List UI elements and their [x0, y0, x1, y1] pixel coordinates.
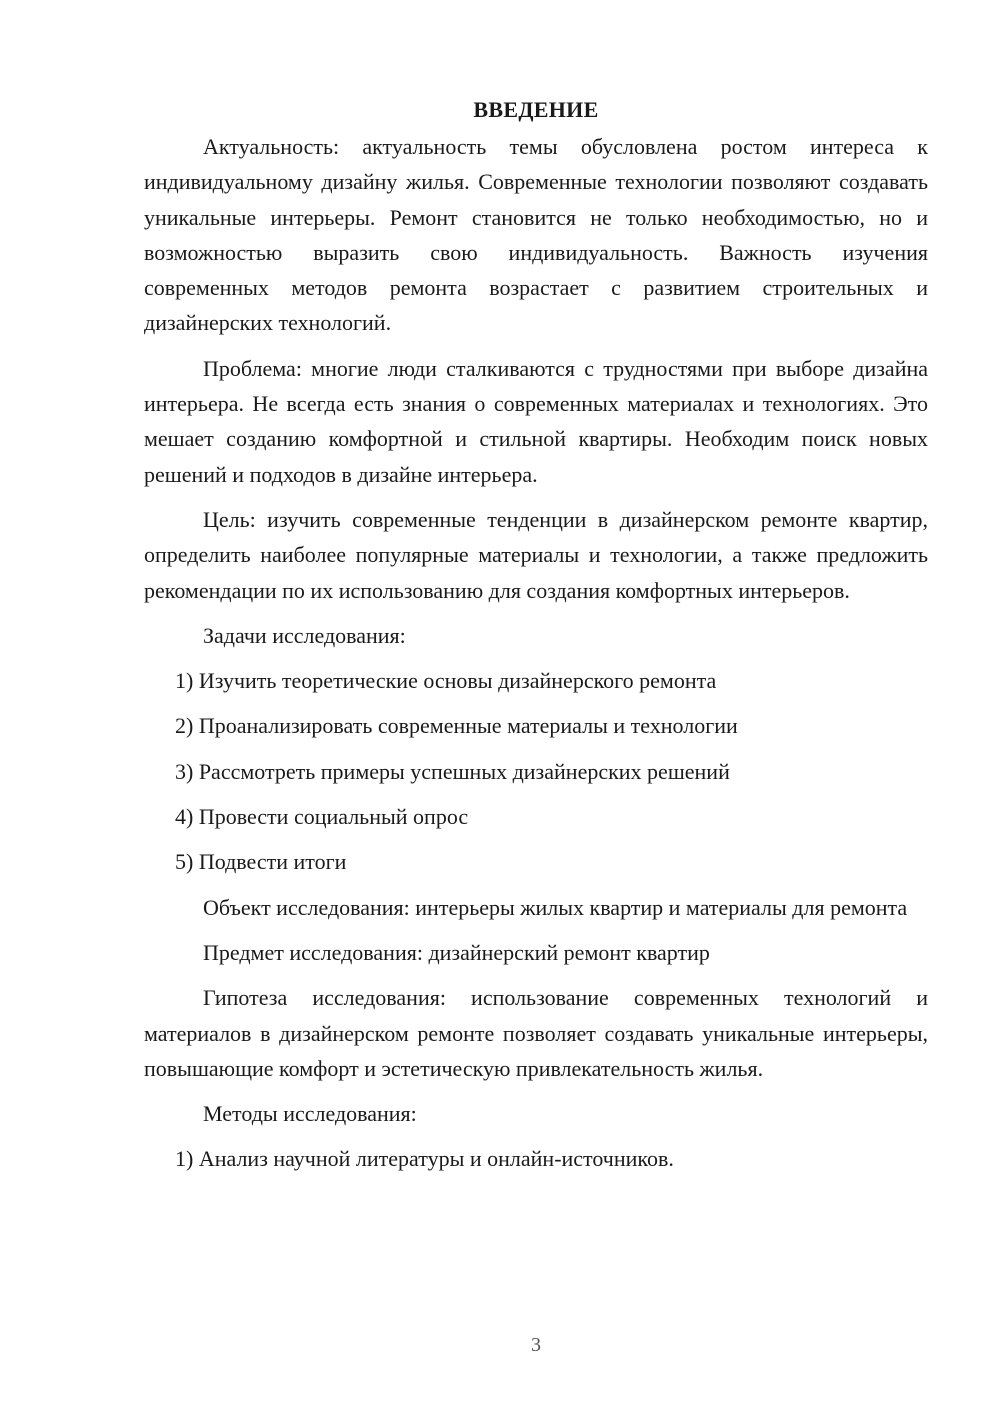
- list-item: 5) Подвести итоги: [175, 849, 347, 875]
- methods-list: [144, 1141, 928, 1176]
- tasks-heading: Задачи исследования:: [203, 622, 406, 648]
- list-item: 1) Изучить теоретические основы дизайнерского ремонта: [175, 668, 717, 694]
- paragraph-relevance: Актуальность: актуальность темы обусловлена ростом интереса к индивидуальному дизайну жилья. Современные технологии позволяют создавать уникальные интерьеры. Ремонт становится не только необходимостью, но и возможностью выразить свою индивидуальность. Важность изучения современных методов ремонта возрастает с развитием строительных и дизайнерских технологий.: [144, 134, 928, 336]
- tasks-list: [144, 663, 928, 879]
- document-page: [144, 92, 928, 1187]
- section-title: ВВЕДЕНИЕ: [473, 97, 599, 122]
- list-item: 2) Проанализировать современные материалы и технологии: [175, 713, 738, 739]
- paragraph-object: Объект исследования: интерьеры жилых квартир и материалы для ремонта: [203, 894, 908, 920]
- list-item: 1) Анализ научной литературы и онлайн-источников.: [175, 1146, 674, 1172]
- list-item: 3) Рассмотреть примеры успешных дизайнерских решений: [175, 758, 730, 784]
- list-item: 4) Провести социальный опрос: [175, 804, 469, 830]
- paragraph-problem: Проблема: многие люди сталкиваются с трудностями при выборе дизайна интерьера. Не всегда есть знания о современных материалах и технологиях. Это мешает созданию комфортной и стильной квартиры. Необходим поиск новых решений и подходов в дизайне интерьера.: [144, 355, 928, 487]
- paragraph-hypothesis: Гипотеза исследования: использование современных технологий и материалов в дизайнерском ремонте позволяет создавать уникальные интерьеры, повышающие комфорт и эстетическую привлекательность жилья.: [144, 985, 928, 1081]
- paragraph-goal: Цель: изучить современные тенденции в дизайнерском ремонте квартир, определить наиболее популярные материалы и технологии, а также предложить рекомендации по их использованию для создания комфортных интерьеров.: [144, 506, 928, 603]
- methods-heading: Методы исследования:: [203, 1101, 417, 1127]
- page-number: 3: [531, 1334, 541, 1356]
- paragraph-subject: Предмет исследования: дизайнерский ремонт квартир: [203, 939, 710, 965]
